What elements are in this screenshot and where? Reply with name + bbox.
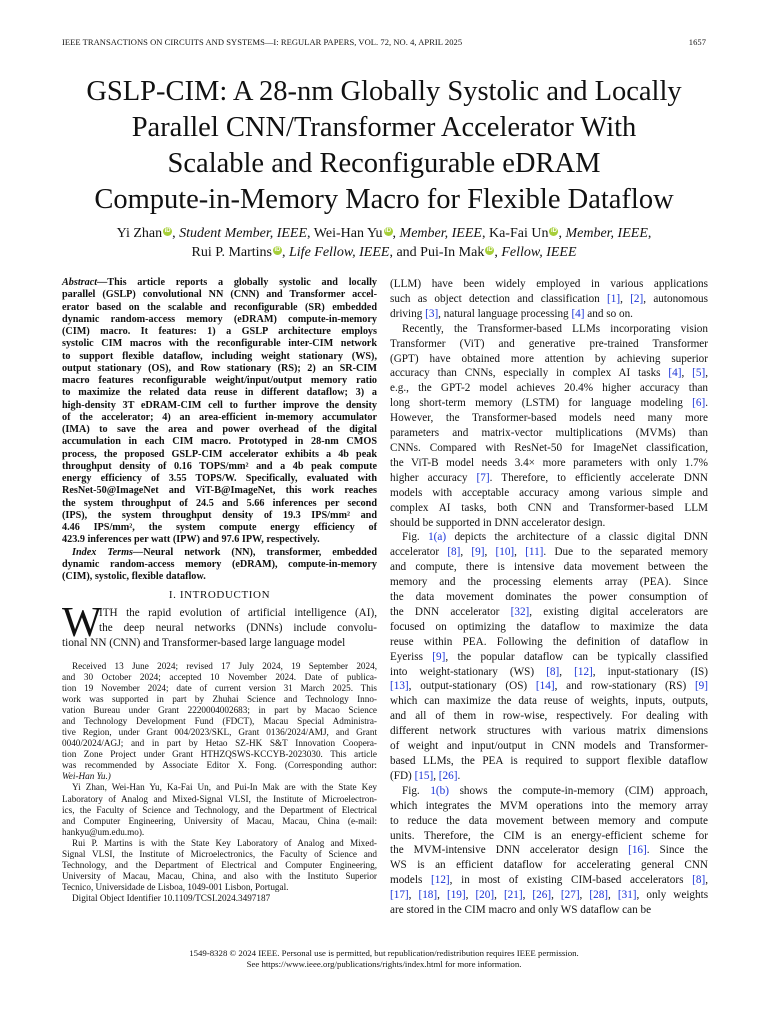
body-line: CNNs. Compared with ResNet-50 for ImageNet classification, [390, 441, 708, 454]
citation-link[interactable]: [21] [503, 889, 523, 902]
body-line: Transformer (ViT) and generative pre-trained Transformer [390, 337, 708, 350]
body-line: (LLM) have been widely employed in various applications [390, 278, 708, 290]
intro-line: ITH the rapid evolution of artificial intelligence (AI), [99, 607, 377, 620]
citation-link[interactable]: [12] [431, 874, 450, 887]
citation-link[interactable]: [10] [495, 546, 515, 559]
index-terms-line: (CIM), systolic, flexible dataflow. [62, 571, 206, 582]
author-membership: Life Fellow, IEEE [289, 245, 390, 260]
footnote-line: hankyu@um.edu.mo). [62, 826, 145, 837]
abstract-line: the system throughput of 24.5 and 5.66 inferences per second [62, 497, 377, 509]
copyright-line: See https://www.ieee.org/publications/rights/index.html for more information. [246, 959, 522, 969]
body-line: Recently, the Transformer-based LLMs incorporating vision [402, 322, 708, 335]
running-head [62, 37, 706, 49]
drop-cap: W [62, 600, 102, 647]
abstract-line: (IPS), the system throughput density of 19.3 IPS/mm² and [62, 509, 377, 521]
body-line: parameters and matrix-vector multiplications (MVMs) than [390, 427, 708, 440]
abstract-line: output stationary (OS), and Row stationary (RS); 2) an SR-CIM [62, 362, 377, 374]
body-line: Fig. 1(b) shows the compute-in-memory (CIM) approach, [402, 784, 708, 797]
body-line: However, the Transformer-based models need many more [390, 412, 708, 425]
orcid-icon[interactable]: iD [486, 247, 493, 253]
body-line: to reduce the data movement between memory and compute [390, 814, 708, 827]
citation-link[interactable]: [8] [692, 874, 706, 887]
citation-link[interactable]: [5] [692, 367, 706, 380]
footnote-line: University of Macau, Macau, China, and also with the Instituto Superior [62, 870, 377, 881]
footnote-line: was recommended by Associate Editor X. Fong. (Corresponding author: [62, 760, 377, 771]
footnote-line: tive Region, under Grant 004/2023/SKL, Grant 0136/2024/AMJ, and Grant [62, 727, 377, 738]
citation-link[interactable]: [26] [438, 769, 458, 782]
index-terms-text: Neural network (NN), transformer, embedded [143, 546, 377, 558]
intro-paragraph [62, 600, 377, 651]
footnote-line: tion 19 November 2024; date of current version 31 March 2025. This [62, 683, 377, 694]
citation-link[interactable]: [12] [574, 665, 593, 678]
citation-link[interactable]: [2] [630, 292, 644, 305]
title-line: Compute-in-Memory Macro for Flexible Dataflow [94, 184, 674, 215]
footnote-line: and Computer Engineering, University of Macau, Macau, China (e-mail: [62, 815, 377, 826]
abstract-line: ResNet-50@ImageNet and ViT-B@ImageNet, this work reaches [62, 485, 377, 497]
citation-link[interactable]: 1(a) [428, 531, 447, 544]
citation-link[interactable]: [13] [390, 680, 409, 693]
title-line: Scalable and Reconfigurable eDRAM [167, 148, 601, 179]
body-line: and compute, there is intensive data movement between the [390, 561, 708, 574]
citation-link[interactable]: [8] [546, 665, 560, 678]
abstract [62, 277, 377, 583]
footnote-line: ics, the Faculty of Science and Technology, and the Department of Electrical [62, 804, 377, 815]
body-line: (GPT) have obtained more attention by achieving superior [390, 352, 708, 365]
body-line: models [12], in most of existing CIM-based accelerators [8], [390, 874, 708, 887]
footnote-line: and Technology Development Fund (FDCT), Macau Special Administra- [62, 716, 377, 727]
footnote-line: Technology, and the Department of Electrical and Computer Engineering, [62, 859, 377, 870]
footnote-line: Signal VLSI, the Institute of Microelectronics, the Faculty of Science and [62, 848, 377, 859]
citation-link[interactable]: [9] [694, 680, 708, 693]
index-terms-line: dynamic random-access memory (eDRAM), compute-in-memory [62, 558, 377, 570]
abstract-line: (IMA) to save the area and power overhead of the digital [62, 424, 377, 435]
body-line: should be supported in DNN accelerator design. [390, 516, 606, 529]
citation-link[interactable]: [7] [476, 471, 490, 484]
footnotes [62, 661, 377, 904]
abstract-line: parallel (GSLP) convolutional NN (CNN) and Transformer accel- [62, 289, 377, 301]
body-line: e.g., the GPT-2 model achieves 20.4% higher accuracy than [390, 382, 708, 395]
abstract-line: of the accelerator; 4) an area-efficient in-memory accumulator [62, 411, 377, 423]
citation-link[interactable]: [26] [532, 889, 552, 902]
footnote-line: Laboratory of Analog and Mixed-Signal VLSI, the Institute of Microelectron- [62, 793, 377, 804]
citation-link[interactable]: [9] [432, 650, 446, 663]
citation-link[interactable]: [11] [525, 546, 544, 559]
author-name: Yi Zhan [116, 226, 163, 241]
page-number: 1657 [688, 37, 706, 47]
author-membership: Member, IEEE [565, 226, 648, 241]
citation-link[interactable]: [18] [418, 889, 438, 902]
title-line: GSLP-CIM: A 28-nm Globally Systolic and Locally [86, 76, 682, 107]
body-line: which integrates the MVM operations into the memory array [390, 799, 708, 812]
title-line: Parallel CNN/Transformer Accelerator With [131, 112, 637, 143]
abstract-line: erator based on the scalable and reconfigurable (SR) embedded [62, 301, 377, 313]
author-name: Pui-In Mak [420, 245, 485, 260]
body-line: models with acceptable accuracy among various simple and [390, 486, 708, 499]
author-name: Ka-Fai Un [488, 226, 549, 241]
author-name: Rui P. Martins [191, 245, 272, 260]
citation-link[interactable]: [14] [535, 680, 555, 693]
body-line: the ViT-B model needs 3.4× more parameters with only 1.7% [390, 456, 708, 469]
author-name: Wei-Han Yu [313, 226, 383, 241]
body-line: and all of them in row-wise, respectively. For dealing with [390, 710, 708, 723]
citation-link[interactable]: [4] [571, 307, 585, 320]
author-list [40, 224, 728, 262]
abstract-line: macro features reconfigurable weight/input/output memory ratio [62, 375, 377, 386]
body-line: based LLMs, the PEA is required to support flexible dataflow [390, 755, 708, 767]
abstract-text: This article reports a globally systolic and locally [107, 277, 377, 288]
journal-name: IEEE TRANSACTIONS ON CIRCUITS AND SYSTEMS—I: REGULAR PAPERS, VOL. 72, NO. 4, APRIL 2025 [62, 37, 463, 47]
copyright-line: 1549-8328 © 2024 IEEE. Personal use is permitted, but republication/redistribution requires IEEE permission. [189, 948, 579, 958]
abstract-line: systolic CIM macros with the reconfigurable inter-CIM network [62, 338, 377, 350]
footnote-line: 0040/2024/AGJ; and in part by Hetao SZ-HK S&T Innovation Coopera- [62, 738, 377, 749]
author-conjunction: and [396, 245, 417, 260]
body-line: focused on optimizing the dataflow to maximize the data [390, 620, 708, 633]
doi-line: Digital Object Identifier 10.1109/TCSI.2024.3497187 [72, 892, 271, 903]
citation-link[interactable]: [19] [446, 889, 466, 902]
citation-link[interactable]: [9] [471, 546, 485, 559]
orcid-icon[interactable]: iD [164, 228, 171, 234]
abstract-line: dynamic random-access memory (eDRAM) compute-in-memory [62, 313, 377, 325]
orcid-icon[interactable]: iD [385, 228, 392, 234]
orcid-icon[interactable]: iD [274, 247, 281, 253]
body-line: (FD) [15], [26]. [390, 769, 461, 782]
body-line: accelerator [8], [9], [10], [11]. Due to the separated memory [390, 546, 708, 559]
abstract-line [62, 277, 377, 289]
citation-link[interactable]: [28] [589, 889, 609, 902]
citation-link[interactable]: [32] [510, 605, 530, 618]
body-line: the data movement dominates the power consumption of [390, 591, 708, 604]
intro-line: tional NN (CNN) and Transformer-based large language model [62, 637, 346, 650]
abstract-line: throughput density of 0.16 TOPS/mm² and a 4b peak compute [62, 460, 377, 472]
footnote-line: Yi Zhan, Wei-Han Yu, Ka-Fai Un, and Pui-In Mak are with the State Key [72, 782, 377, 793]
body-line: into weight-stationary (WS) [8], [12], input-stationary (IS) [390, 665, 708, 678]
body-line: reuse within PEA. Following the definition of dataflow in [390, 635, 708, 648]
author-line: Yi Zhan iD , Student Member, IEEE, Wei-Han Yu iD , Member, IEEE, Ka-Fai Un iD , Member, IEEE, [116, 226, 652, 241]
abstract-line: (CIM) macro. It features: 1) a GSLP architecture employs [62, 326, 377, 337]
paper-title [30, 74, 738, 218]
citation-link[interactable]: 1(b) [430, 784, 449, 797]
body-line: [13], output-stationary (OS) [14], and row-stationary (RS) [9] [390, 680, 708, 693]
footnote-line: Received 13 June 2024; revised 17 July 2024, 19 September 2024, [72, 660, 377, 671]
author-membership: Fellow, IEEE [501, 245, 577, 260]
abstract-line: accumulation in each CIM macro. Prototyped in 28-nm CMOS [62, 436, 377, 448]
index-terms-label: Index Terms— [72, 546, 144, 558]
citation-link[interactable]: [3] [425, 307, 439, 320]
body-line: [17], [18], [19], [20], [21], [26], [27], [28], [31], only weights [390, 889, 709, 902]
body-line: the MVM-intensive DNN accelerator design [16]. Since the [390, 844, 708, 857]
body-line: long short-term memory (LSTM) for language modeling [6]. [390, 397, 708, 410]
body-line: Fig. 1(a) depicts the architecture of a classic digital DNN [402, 531, 708, 544]
abstract-line: to support flexible dataflow, including weight stationary (WS), [62, 350, 377, 362]
index-terms-line [62, 547, 377, 559]
author-line: Rui P. Martins iD , Life Fellow, IEEE, and Pui-In Mak iD , Fellow, IEEE [191, 245, 577, 260]
abstract-line: process, the proposed GSLP-CIM accelerator exhibits a 4b peak [62, 448, 377, 460]
body-line: units. Therefore, the CIM is an energy-efficient scheme for [390, 829, 708, 842]
body-line: WS is an efficient dataflow for accelerating general CNN [390, 859, 708, 872]
left-column [62, 277, 377, 904]
footnote-line: tion Zone Project under Grant HTHZQSWS-KCCYB-2023030. This article [62, 749, 377, 760]
abstract-line: high-density 3T eDRAM-CIM cell to further improve the density [62, 399, 377, 411]
citation-link[interactable]: [8] [447, 546, 461, 559]
footnote-line: Wei-Han Yu.) [62, 771, 111, 782]
body-line: of weight and input/output in CNN models and Transformer- [390, 740, 708, 753]
abstract-line: energy efficiency of 3.55 TOPS/W. Specifically, evaluated with [62, 473, 377, 484]
body-line: complex AI tasks, both CNN and Transformer-based LLM [390, 501, 708, 514]
footnote-line: Tecnico, Universidade de Lisboa, 1049-001 Lisbon, Portugal. [62, 881, 289, 892]
body-line: which can maximize the data reuse of weights, inputs, outputs, [390, 695, 708, 708]
body-line: accuracy than CNNs, especially in complex AI tasks [4], [5], [390, 367, 708, 380]
right-column [390, 277, 708, 918]
citation-link[interactable]: [6] [692, 397, 706, 410]
abstract-line: 423.9 inferences per watt (IPW) and 97.6 IPW, respectively. [62, 534, 320, 546]
abstract-line: to maximize the related data reuse in different dataflow; 3) a [62, 387, 377, 399]
citation-link[interactable]: [15] [414, 769, 434, 782]
orcid-icon[interactable]: iD [550, 228, 557, 234]
citation-link[interactable]: [17] [390, 889, 409, 902]
citation-link[interactable]: [27] [560, 889, 580, 902]
footnote-line: vation Bureau under Grant 2220004002683; in part by Macao Science [62, 705, 377, 716]
body-line: such as object detection and classification [1], [2], autonomous [390, 292, 709, 305]
citation-link[interactable]: [4] [668, 367, 682, 380]
body-line: are stored in the CIM macro and only WS dataflow can be [390, 904, 652, 917]
body-line: higher accuracy [7]. Therefore, to efficiently accelerate DNN [390, 471, 708, 484]
section-heading: I. INTRODUCTION [168, 589, 271, 602]
body-line: different network structures with various matrix dimensions [390, 725, 708, 738]
footnote-line: work was supported in part by Zhuhai Science and Technology Inno- [62, 694, 377, 705]
author-membership: Student Member, IEEE [179, 226, 308, 241]
author-membership: Member, IEEE [399, 226, 482, 241]
body-line: Eyeriss [9], the popular dataflow can be typically classified [390, 650, 708, 663]
abstract-line: 4.46 IPS/mm², the system compute energy efficiency of [62, 522, 377, 533]
copyright-footer [0, 948, 768, 970]
intro-line: the deep neural networks (DNNs) include convolu- [99, 622, 377, 635]
citation-link[interactable]: [1] [607, 292, 621, 305]
footnote-line: and 30 October 2024; accepted 10 November 2024. Date of publica- [62, 672, 377, 683]
body-line: driving [3], natural language processing [4] and so on. [390, 307, 633, 320]
citation-link[interactable]: [20] [475, 889, 495, 902]
citation-link[interactable]: [16] [628, 844, 647, 857]
footnote-line: Rui P. Martins is with the State Key Laboratory of Analog and Mixed- [72, 837, 377, 848]
citation-link[interactable]: [31] [617, 889, 637, 902]
abstract-label: Abstract— [62, 277, 108, 288]
body-line: memory and the processing elements array (PEA). Since [390, 576, 708, 589]
body-line: the DNN accelerator [32], existing digital accelerators are [390, 605, 709, 618]
